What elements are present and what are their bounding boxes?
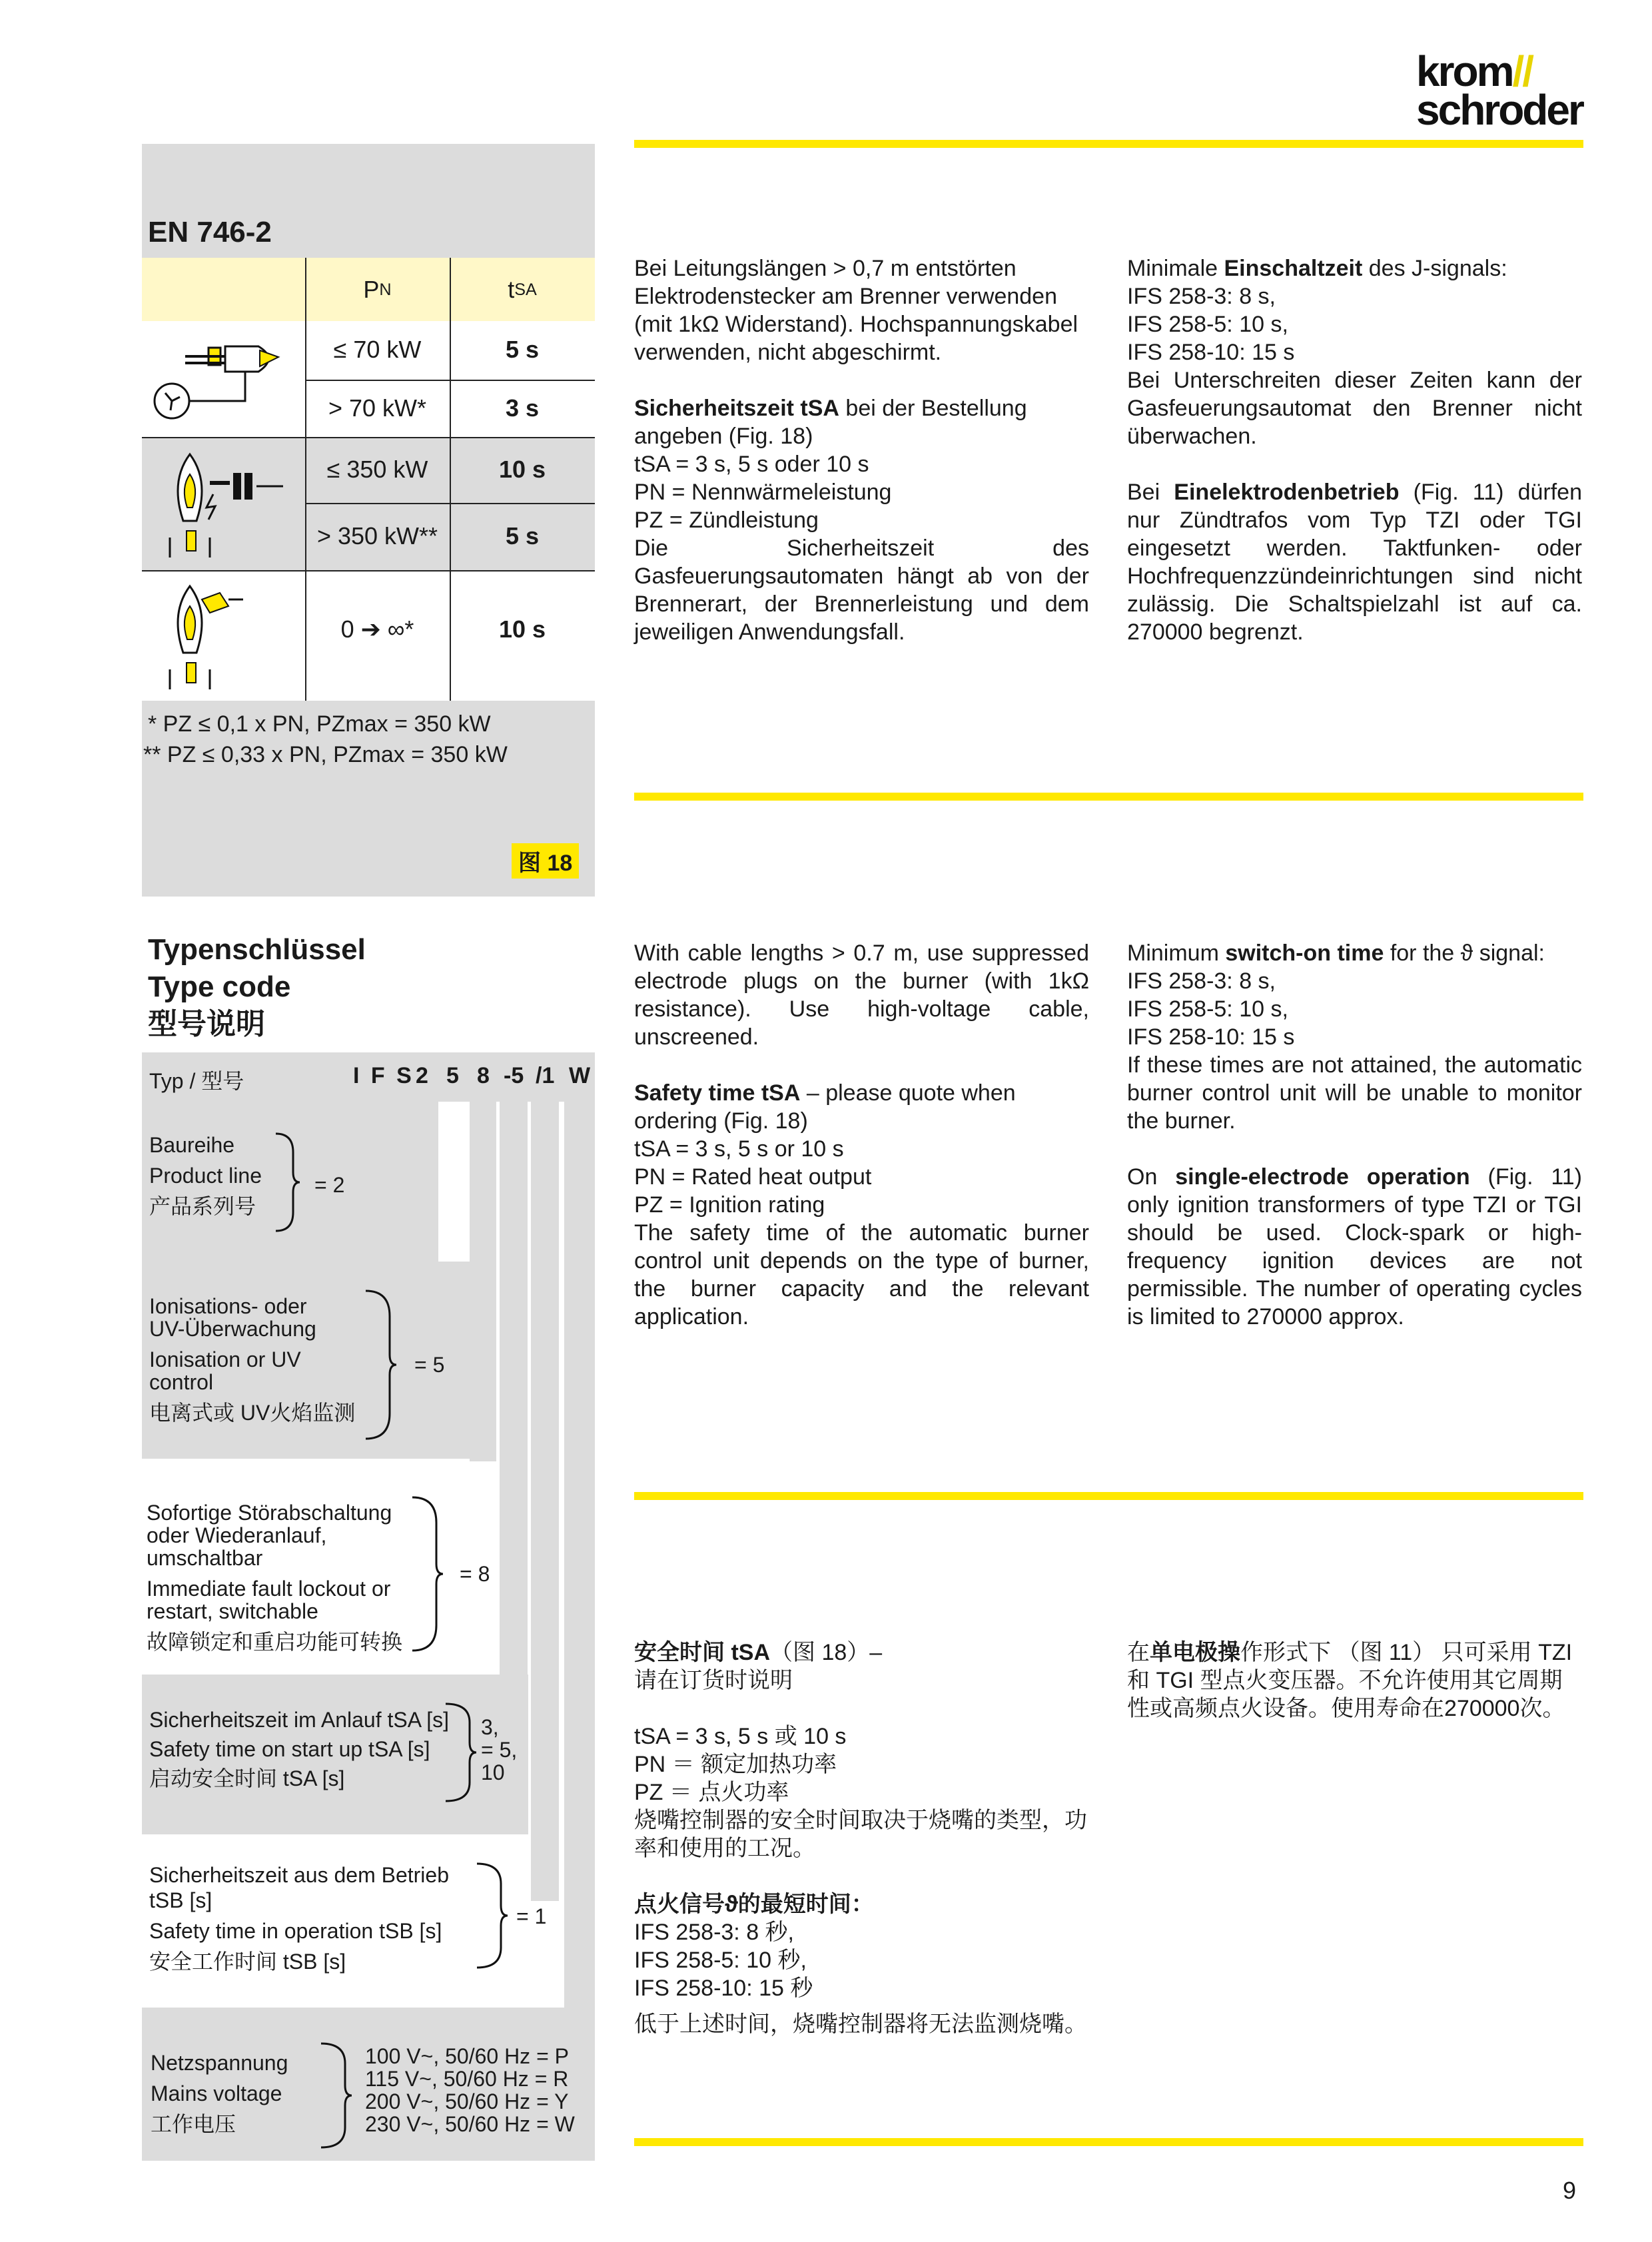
g6-l3: 工作电压 <box>151 2112 236 2136</box>
g3-l2: oder Wiederanlauf, <box>147 1523 327 1547</box>
header-tsa-sub: SA <box>514 280 537 299</box>
de-h2-bold: Sicherheitszeit tSA <box>634 396 839 421</box>
de2-p2: Bei Unterschreiten dieser Zeiten kann der Gasfeuerungsautomat den Brenner nicht überwachen. <box>1127 368 1582 449</box>
row4-pn: > 350 kW** <box>316 522 438 550</box>
g3-value: = 8 <box>460 1562 490 1586</box>
group2-labels <box>149 1295 355 1424</box>
de2-line-2: IFS 258-5: 10 s, <box>1127 312 1288 337</box>
cn-h1-bold: 安全时间 tSA <box>634 1640 770 1665</box>
grid-hline-4 <box>142 570 595 571</box>
g1-l1: Baureihe <box>149 1133 235 1157</box>
group3-labels <box>147 1501 402 1653</box>
g5-l2: tSB [s] <box>149 1888 212 1912</box>
tc-col-3 <box>500 1102 528 1675</box>
de-col1 <box>634 254 1089 646</box>
de-line-2: PN = Nennwärmeleistung <box>634 480 892 505</box>
header-pn-text: P <box>363 276 380 303</box>
en-h2-rest: – please quote when ordering (Fig. 18) <box>634 1080 1016 1134</box>
g3-l4: Immediate fault lockout or <box>147 1577 391 1601</box>
g2-l4: control <box>149 1370 214 1394</box>
de-line-3: PZ = Zündleistung <box>634 508 819 533</box>
cn-col2 <box>1127 1639 1582 1722</box>
en-col2 <box>1127 939 1582 1331</box>
grid-hline-1 <box>305 380 595 381</box>
typecode-title-de: Typenschlüssel <box>148 933 366 966</box>
cn2-bold: 单电极操 <box>1150 1640 1240 1665</box>
g1-l2: Product line <box>149 1164 262 1188</box>
code-w: W <box>569 1063 591 1088</box>
cn-p2: 烧嘴控制器的安全时间取决于烧嘴的类型，功率和使用的工况。 <box>634 1808 1087 1861</box>
footnote-2: ** PZ ≤ 0,33 x PN, PZmax = 350 kW <box>143 742 508 767</box>
g1-l3: 产品系列号 <box>149 1194 256 1218</box>
de-col2 <box>1127 254 1582 646</box>
g5-l3: Safety time in operation tSB [s] <box>149 1919 442 1943</box>
cn2-p <box>1127 1639 1582 1722</box>
g4-brace <box>443 1702 476 1802</box>
rule-2 <box>634 793 1583 801</box>
cn2-post: 作形式下 （图 11） 只可采用 TZI 和 TGI 型点火变压器。不允许使用其它周期性或高频点火设备。使用寿命在270000次。 <box>1127 1640 1573 1721</box>
en-p1: With cable lengths > 0.7 m, use suppressed electrode plugs on the burner (with 1kΩ resistance). Use high-voltage cable, unscreened. <box>634 940 1089 1050</box>
row1-tsa: 5 s <box>505 336 540 363</box>
group5-labels <box>149 1862 449 1974</box>
row5-pn: 0 ➔ ∞* <box>340 615 414 643</box>
cn-col1 <box>634 1639 1089 2038</box>
en2-line-3: IFS 258-10: 15 s <box>1127 1024 1295 1050</box>
tc-col-5 <box>531 1102 559 1901</box>
en2-l1 <box>1127 939 1582 967</box>
en2-p3 <box>1127 1163 1582 1331</box>
cn-line2-1: IFS 258-3: 8 秒, <box>634 1920 794 1945</box>
de2-p3-pre: Bei <box>1127 480 1174 505</box>
de2-line-1: IFS 258-3: 8 s, <box>1127 284 1276 309</box>
page-number: 9 <box>1563 2177 1577 2204</box>
de2-l1-bold: Einschaltzeit <box>1224 256 1363 281</box>
g4-l2: Safety time on start up tSA [s] <box>149 1737 430 1761</box>
de-p1: Bei Leitungslängen > 0,7 m entstörten Elektrodenstecker am Brenner verwenden (mit 1kΩ Widerstand). Hochspannungskabel verwenden, nicht abgeschirmt. <box>634 256 1078 365</box>
header-pn-sub: N <box>379 280 392 299</box>
cn-h1 <box>634 1639 1089 1667</box>
en2-p3-post: (Fig. 11) only ignition transformers of type TZI or TGI should be used. Clock-spark or high-frequency ignition devices are not permissible. The number of operating cycles is limited to 270000 approx. <box>1127 1164 1582 1329</box>
rule-bottom <box>634 2138 1583 2146</box>
rule-3 <box>634 1492 1583 1500</box>
code-ifs: I F S <box>353 1063 414 1088</box>
de2-l1 <box>1127 254 1582 282</box>
cn-line-1: tSA = 3 s, 5 s 或 10 s <box>634 1724 847 1749</box>
g5-value: = 1 <box>516 1904 547 1928</box>
header-tsa <box>450 266 595 313</box>
de2-l1-pre: Minimale <box>1127 256 1224 281</box>
row2-pn: > 70 kW* <box>328 394 427 422</box>
cn-line2-3: IFS 258-10: 15 秒 <box>634 1976 813 2001</box>
grid-hline-2 <box>142 437 595 438</box>
fig-18-label: 图 18 <box>512 843 579 879</box>
group6-labels <box>151 2048 288 2139</box>
typecode-title-cn: 型号说明 <box>148 1008 265 1040</box>
code-5b: -5 <box>504 1063 524 1088</box>
g2-l1: Ionisations- oder <box>149 1294 307 1318</box>
g6-l1: Netzspannung <box>151 2051 288 2075</box>
code-1: /1 <box>536 1063 555 1088</box>
en-line-2: PN = Rated heat output <box>634 1164 872 1190</box>
g3-l1: Sofortige Störabschaltung <box>147 1501 392 1525</box>
uv-flame-icon <box>150 573 296 696</box>
en2-l1-bold: switch-on time <box>1225 940 1384 966</box>
typecode-title-en: Type code <box>148 970 291 1003</box>
cn-line-2: PN ＝ 额定加热功率 <box>634 1752 837 1777</box>
row4-tsa: 5 s <box>505 522 540 550</box>
g2-value: = 5 <box>414 1353 445 1377</box>
en2-p2: If these times are not attained, the automatic burner control unit will be unable to monitor the burner. <box>1127 1052 1582 1134</box>
typ-label: Typ / 型号 <box>149 1069 244 1093</box>
brand-logo <box>1416 47 1589 134</box>
g5-brace <box>474 1862 508 1969</box>
brand-line1: krom// <box>1416 47 1533 95</box>
de2-p3-bold: Einelektrodenbetrieb <box>1174 480 1400 505</box>
footnote-1: * PZ ≤ 0,1 x PN, PZmax = 350 kW <box>148 711 491 737</box>
ionisation-flame-icon <box>150 441 296 567</box>
en2-line-2: IFS 258-5: 10 s, <box>1127 996 1288 1022</box>
g5-l1: Sicherheitszeit aus dem Betrieb <box>149 1863 449 1887</box>
en2-line-1: IFS 258-3: 8 s, <box>1127 968 1276 994</box>
de-h2-rest: bei der Bestellung angeben (Fig. 18) <box>634 396 1027 449</box>
de-p3: Die Sicherheitszeit des Gasfeuerungsautomaten hängt ab von der Brennerart, der Brennerleistung und dem jeweiligen Anwendungsfall. <box>634 536 1089 645</box>
en-p3: The safety time of the automatic burner control unit depends on the type of burner, the burner capacity and the relevant application. <box>634 1220 1089 1329</box>
row3-pn: ≤ 350 kW <box>326 456 428 483</box>
de2-l1-post: des J-signals: <box>1362 256 1507 281</box>
en2-p3-bold: single-electrode operation <box>1175 1164 1470 1190</box>
row2-tsa: 3 s <box>505 394 540 422</box>
g6-v4: 230 V~, 50/60 Hz = W <box>365 2112 575 2136</box>
g6-l2: Mains voltage <box>151 2081 282 2105</box>
group1-labels <box>149 1132 262 1219</box>
burner-fan-icon <box>145 326 298 433</box>
g3-l5: restart, switchable <box>147 1599 318 1623</box>
en2-l1-post: for the ϑ signal: <box>1384 940 1545 966</box>
code-8: 8 <box>477 1063 490 1088</box>
g5-l4: 安全工作时间 tSB [s] <box>149 1950 346 1974</box>
en2-l1-pre: Minimum <box>1127 940 1226 966</box>
group4-labels <box>149 1705 449 1793</box>
en-line-1: tSA = 3 s, 5 s or 10 s <box>634 1136 844 1162</box>
tc-col-6 <box>564 1102 595 2008</box>
cn-line2-2: IFS 258-5: 10 秒, <box>634 1948 807 1973</box>
g3-brace <box>410 1496 443 1652</box>
de-line-1: tSA = 3 s, 5 s oder 10 s <box>634 452 869 477</box>
g4-l3: 启动安全时间 tSA [s] <box>149 1766 345 1790</box>
typecode-title <box>148 931 366 1043</box>
code-2: 2 <box>416 1063 428 1088</box>
de-h2 <box>634 394 1089 450</box>
g1-value: = 2 <box>314 1173 345 1197</box>
de2-line-3: IFS 258-10: 15 s <box>1127 340 1295 365</box>
row3-tsa: 10 s <box>498 456 546 483</box>
g6-v3: 200 V~, 50/60 Hz = Y <box>365 2089 569 2113</box>
header-pn <box>305 266 450 313</box>
g2-l2: UV-Überwachung <box>149 1317 316 1341</box>
grid-hline-3 <box>305 503 595 504</box>
cn-h1-rest: （图 18）– <box>770 1640 883 1665</box>
de2-p3-post: (Fig. 11) dürfen nur Zündtrafos vom Typ TZI oder TGI eingesetzt werden. Taktfunken- oder Hochfrequenzzündeinrichtungen sind nicht zulässig. Die Schaltspielzahl ist auf ca. 270000 begrenzt. <box>1127 480 1582 645</box>
top-rule <box>634 140 1583 148</box>
tc-col-2 <box>470 1102 496 1461</box>
cn-h1-l2: 请在订货时说明 <box>634 1668 793 1693</box>
en-h2 <box>634 1079 1089 1135</box>
en746-title: EN 746-2 <box>148 216 272 248</box>
row5-tsa: 10 s <box>498 615 546 643</box>
code-5: 5 <box>446 1063 459 1088</box>
cn-line-3: PZ ＝ 点火功率 <box>634 1780 789 1805</box>
en2-p3-pre: On <box>1127 1164 1176 1190</box>
g6-v2: 115 V~, 50/60 Hz = R <box>365 2067 569 2091</box>
en-h2-bold: Safety time tSA <box>634 1080 801 1106</box>
g4-l1: Sicherheitszeit im Anlauf tSA [s] <box>149 1708 449 1732</box>
g1-brace <box>273 1132 300 1232</box>
brand-line2: schroder <box>1416 86 1583 134</box>
de2-p3 <box>1127 478 1582 646</box>
g6-brace <box>318 2042 352 2149</box>
g3-l3: umschaltbar <box>147 1546 263 1570</box>
row1-pn: ≤ 70 kW <box>333 336 422 363</box>
g6-values <box>365 2045 575 2135</box>
header-tsa-text: t <box>508 276 515 303</box>
g2-brace <box>363 1290 396 1440</box>
g6-v1: 100 V~, 50/60 Hz = P <box>365 2044 569 2068</box>
g4-value: 3, = 5, 10 <box>481 1715 518 1784</box>
cn-p4: 低于上述时间，烧嘴控制器将无法监测烧嘴。 <box>634 2012 1087 2037</box>
g3-l6: 故障锁定和重启功能可转换 <box>147 1630 403 1654</box>
g2-l3: Ionisation or UV <box>149 1347 301 1371</box>
g2-l5: 电离式或 UV火焰监测 <box>149 1401 356 1425</box>
cn-h3: 点火信号ϑ的最短时间： <box>634 1892 874 1917</box>
en-line-3: PZ = Ignition rating <box>634 1192 825 1218</box>
cn2-pre: 在 <box>1127 1640 1150 1665</box>
en-col1 <box>634 939 1089 1331</box>
